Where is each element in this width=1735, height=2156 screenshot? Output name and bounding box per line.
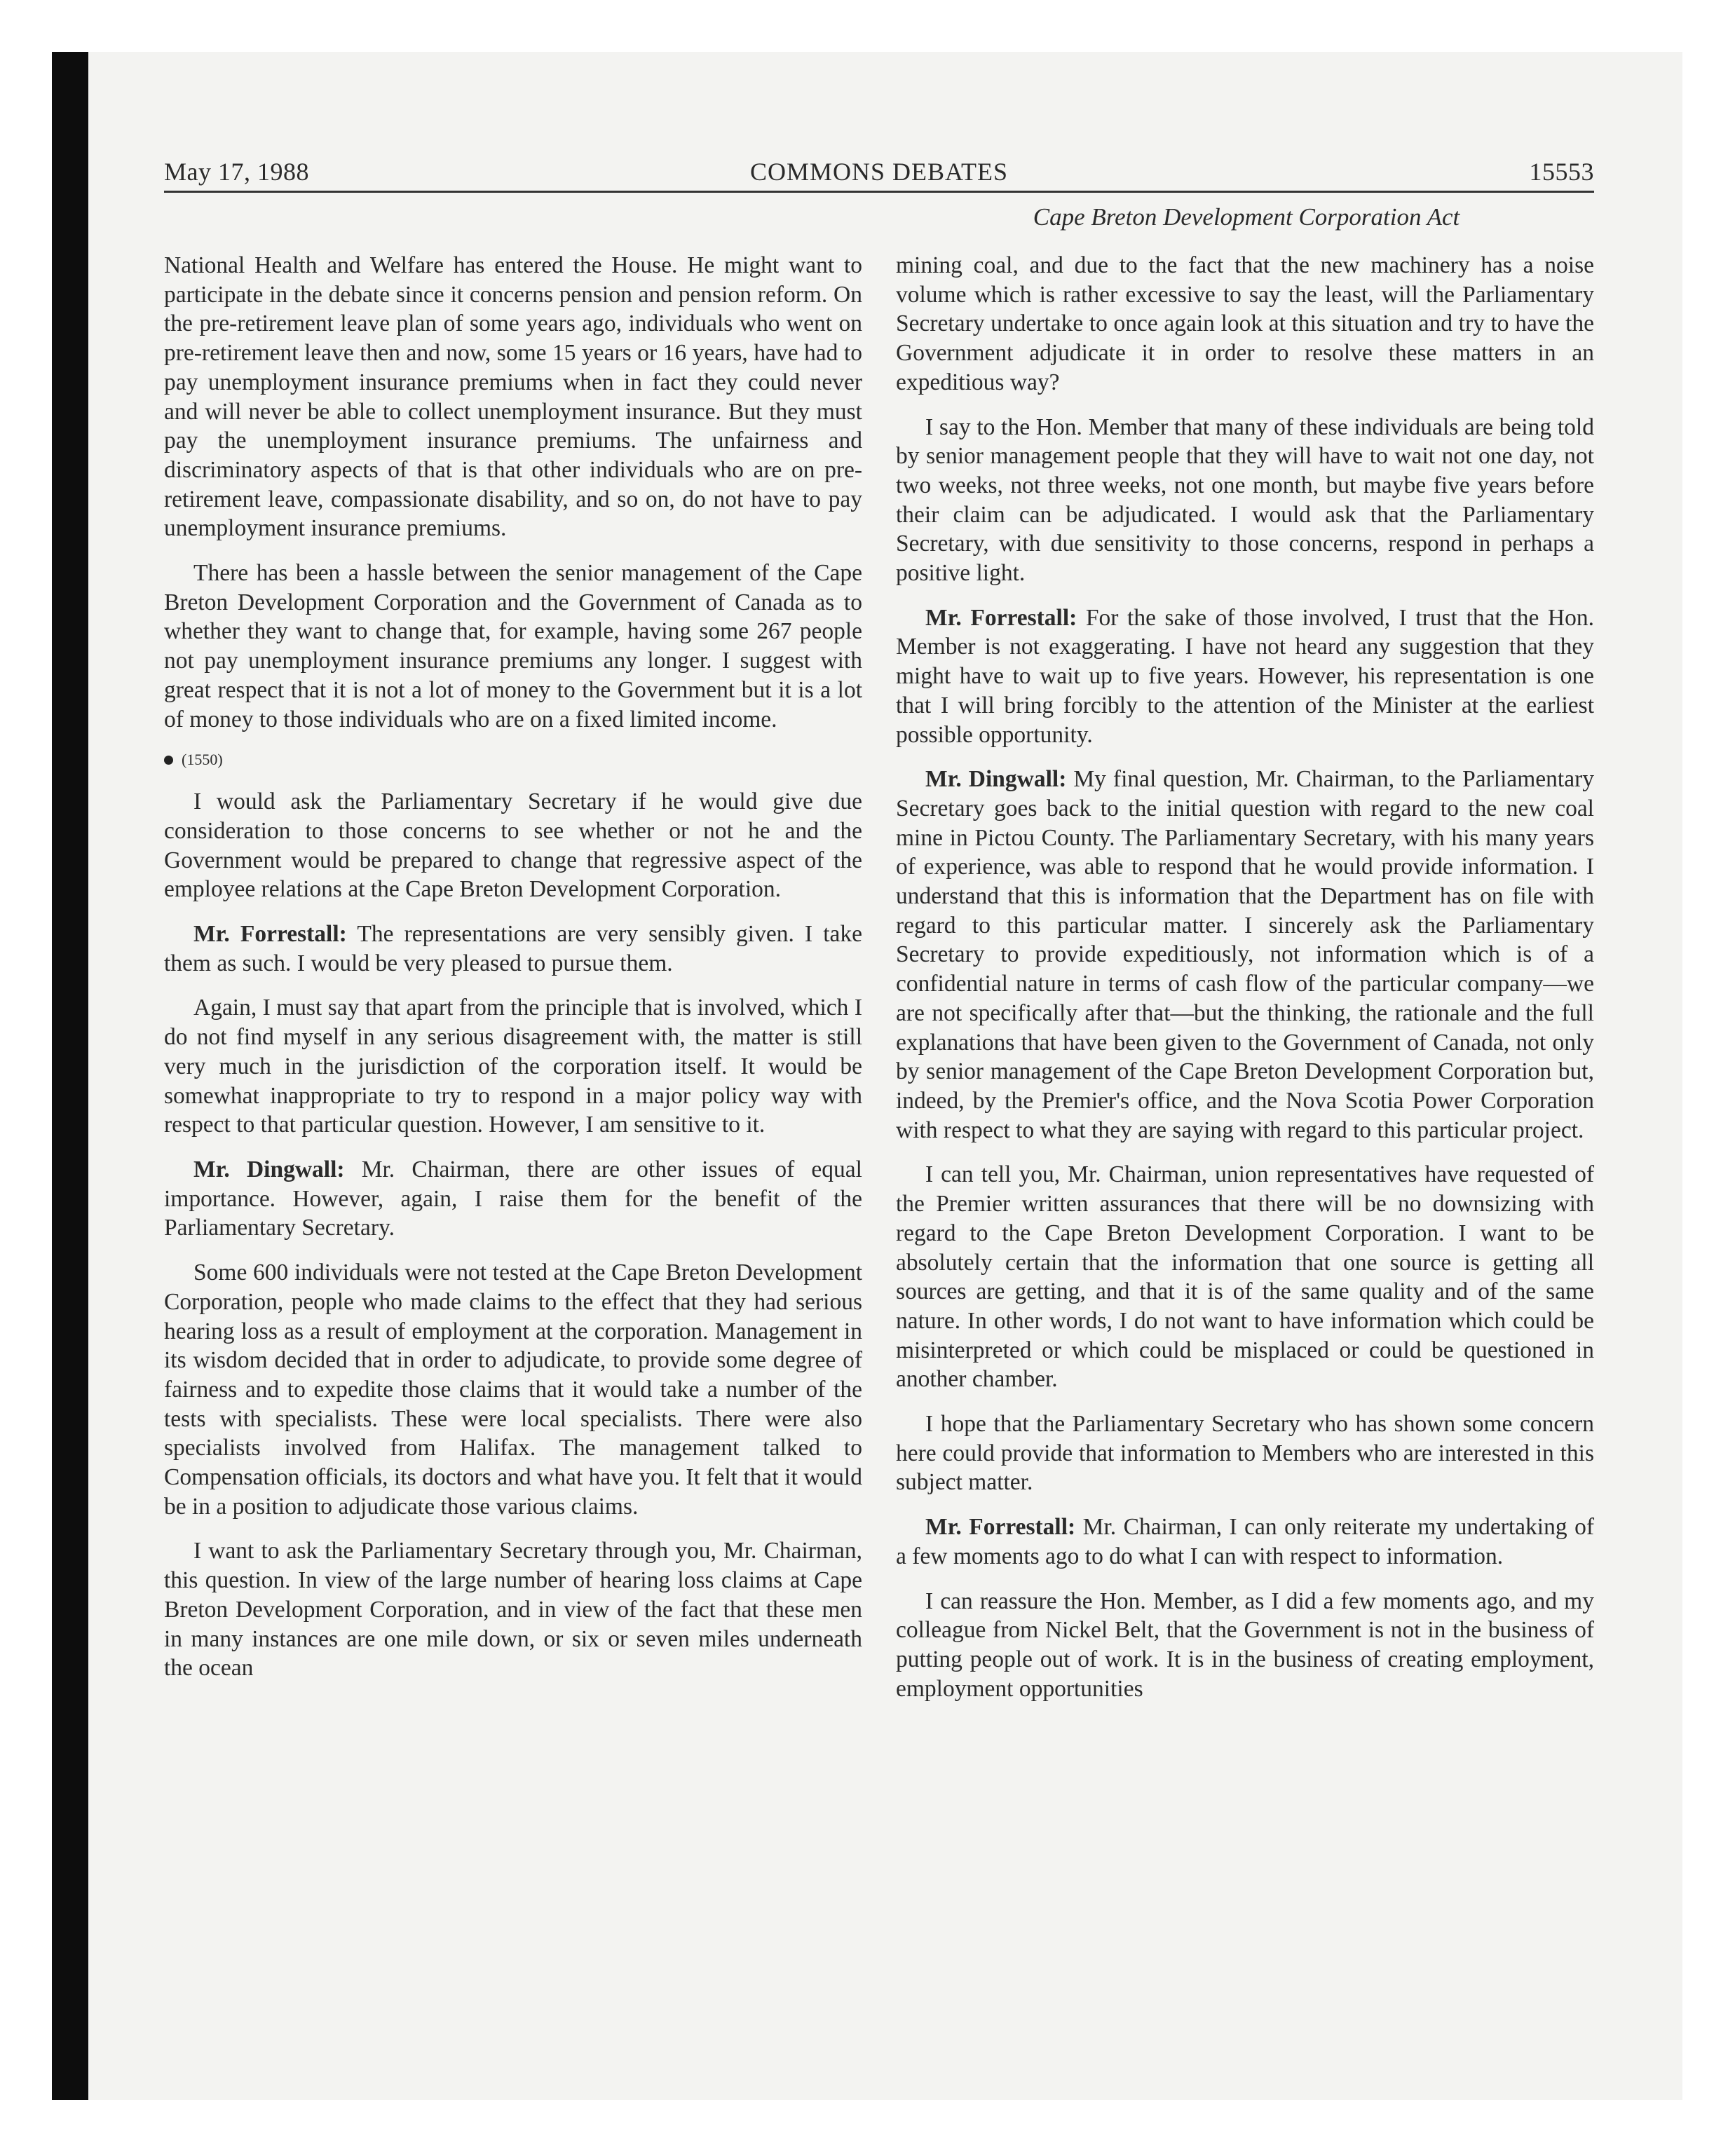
- paragraph: I want to ask the Parliamentary Secretary through you, Mr. Chairman, this question. In view of the large number of hearing loss claims at Cape Breton Development Corporation, and in view of the fact that these men in many instances are one mile down, or six or seven miles underneath the ocean: [164, 1538, 862, 1681]
- paragraph: Again, I must say that apart from the principle that is involved, which I do not find myself in any serious disagreement with, the matter is still very much in the jurisdiction of the corporation itself. It would be somewhat inappropriate to try to respond in a major policy way with respect to that particular question. However, I am sensitive to it.: [164, 995, 862, 1138]
- speaker-name: Mr. Dingwall:: [193, 1156, 345, 1182]
- header-publication: COMMONS DEBATES: [749, 158, 1009, 186]
- paragraph: Some 600 individuals were not tested at the Cape Breton Development Corporation, people who made claims to the effect that they had serious hearing loss as a result of employment at the corporation. Management in its wisdom decided that in order to adjudicate, to provide some degree of fairness and to expedite those claims that it would take a number of the tests with specialists. These were local specialists. There were also specialists involved from Halifax. The management talked to Compensation officials, its doctors and what have you. It felt that it would be in a position to adjudicate those various claims.: [164, 1260, 862, 1520]
- speech-text: For the sake of those involved, I trust that the Hon. Member is not exaggerating. I have not heard any suggestion that they might have to wait up to five years. However, his representation is one that I will bring forcibly to the attention of the Minister at the earliest possible opportunity.: [896, 604, 1594, 748]
- paragraph: I hope that the Parliamentary Secretary who has shown some concern here could provide that information to Members who are interested in this subject matter.: [896, 1411, 1594, 1496]
- speech-text: The representations are very sensibly given. I take them as such. I would be very pleased to pursue them.: [164, 921, 862, 976]
- paragraph: I say to the Hon. Member that many of these individuals are being told by senior management people that they will have to wait not one day, not two weeks, not three weeks, not one month, but maybe five years before their claim can be adjudicated. I would ask that the Parliamentary Secretary, with due sensitivity to those concerns, respond in perhaps a positive light.: [896, 414, 1594, 587]
- paragraph: I can tell you, Mr. Chairman, union representatives have requested of the Premier written assurances that there will be no downsizing with regard to the Cape Breton Development Corporation. I want to be absolutely certain that the information that one source is getting all sources are getting, and that it is of the same quality and of the same nature. In other words, I do not want to have information which could be misinterpreted or which could be misplaced or could be questioned in another chamber.: [896, 1161, 1594, 1393]
- page-header: [164, 157, 1594, 193]
- paragraph: mining coal, and due to the fact that the new machinery has a noise volume which is rather excessive to say the least, will the Parliamentary Secretary undertake to once again look at this situation and try to have the Government adjudicate it in order to resolve these matters in an expeditious way?: [896, 252, 1594, 395]
- speech-paragraph: [896, 1513, 1594, 1571]
- speaker-name: Mr. Forrestall:: [193, 921, 347, 948]
- left-column: [164, 251, 862, 1698]
- speech-paragraph: [164, 920, 862, 978]
- paragraph: There has been a hassle between the senior management of the Cape Breton Development Corporation and the Government of Canada as to whether they want to change that, for example, having some 267 people not pay unemployment insurance premiums any longer. I suggest with great respect that it is not a lot of money to the Government but it is a lot of money to those individuals who are on a fixed limited income.: [164, 560, 862, 732]
- speech-paragraph: [896, 603, 1594, 750]
- speech-paragraph: [164, 1155, 862, 1243]
- paragraph: National Health and Welfare has entered the House. He might want to participate in the debate since it concerns pension and pension reform. On the pre-retirement leave plan of some years ago, individuals who went on pre-retirement leave then and now, some 15 years or 16 years, have had to pay unemployment insurance premiums when in fact they could never and will never be able to collect unemployment insurance. But they must pay the unemployment insurance premiums. The unfairness and discriminatory aspects of that is that other individuals who are on pre-retirement leave, compassionate disability, and so on, do not have to pay unemployment insurance premiums.: [164, 252, 862, 542]
- speech-paragraph: [896, 765, 1594, 1145]
- speech-text: Mr. Chairman, there are other issues of equal importance. However, again, I raise them for the benefit of the Parliamentary Secretary.: [164, 1156, 862, 1241]
- speech-text: Mr. Chairman, I can only reiterate my undertaking of a few moments ago to do what I can with respect to information.: [896, 1514, 1594, 1569]
- right-column: [896, 251, 1594, 1719]
- scan-edge: [52, 52, 88, 2100]
- paragraph: I can reassure the Hon. Member, as I did a few moments ago, and my colleague from Nickel Belt, that the Government is not in the business of putting people out of work. It is in the business of creating employment, employment opportunities: [896, 1588, 1594, 1702]
- speaker-name: Mr. Forrestall:: [925, 1514, 1076, 1541]
- time-marker-label: (1550): [182, 751, 223, 769]
- speech-text: My final question, Mr. Chairman, to the Parliamentary Secretary goes back to the initial question with regard to the new coal mine in Pictou County. The Parliamentary Secretary, with his many years of experience, was able to respond that he would provide information. I understand that this is information that the Department has on file with regard to this particular matter. I sincerely ask the Parliamentary Secretary to provide expeditiously, not information which is of a confidential nature in terms of cash flow of the particular company—we are not specifically after that—but the thinking, the rationale and the full explanations that have been given to the Government of Canada, not only by senior management of the Cape Breton Development Corporation but, indeed, by the Premier's office, and the Nova Scotia Power Corporation with respect to what they are saying with regard to this particular project.: [896, 766, 1594, 1143]
- paragraph: I would ask the Parliamentary Secretary if he would give due consideration to those concerns to see whether or not he and the Government would be prepared to change that regressive aspect of the employee relations at the Cape Breton Development Corporation.: [164, 789, 862, 903]
- header-page-number: 15553: [1529, 158, 1594, 186]
- speaker-name: Mr. Dingwall:: [925, 766, 1067, 793]
- speaker-name: Mr. Forrestall:: [925, 604, 1077, 631]
- header-date: May 17, 1988: [164, 158, 309, 186]
- bullet-icon: [164, 756, 173, 765]
- time-marker: [164, 749, 862, 770]
- running-title: Cape Breton Development Corporation Act: [1033, 203, 1460, 231]
